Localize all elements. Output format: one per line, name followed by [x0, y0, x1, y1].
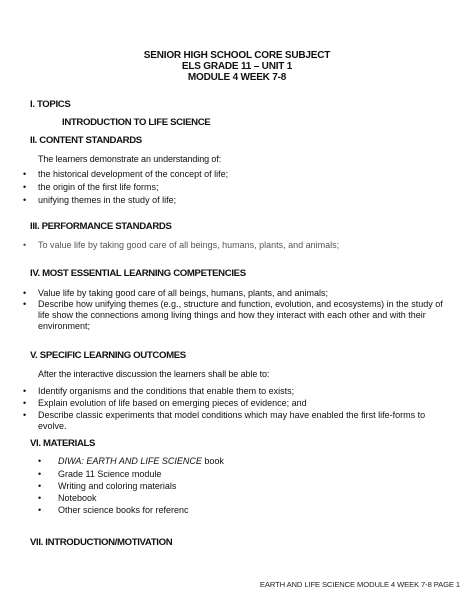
list-item: • the historical development of the concept of life; [23, 169, 229, 179]
list-item: • Grade 11 Science module [38, 469, 162, 479]
list-item: • Other science books for referenc [38, 505, 189, 515]
bullet-icon: • [23, 410, 27, 420]
page-footer: EARTH AND LIFE SCIENCE MODULE 4 WEEK 7-8 PAGE 1 [259, 580, 460, 589]
bullet-icon: • [38, 505, 42, 515]
bullet-icon: • [23, 288, 27, 298]
competencies-heading: IV. MOST ESSENTIAL LEARNING COMPETENCIES [30, 268, 246, 279]
bullet-icon: • [23, 398, 27, 408]
list-item: • unifying themes in the study of life; [23, 195, 177, 205]
list-item: • Value life by taking good care of all beings, humans, plants, and animals; [23, 288, 329, 298]
header-line-3: MODULE 4 WEEK 7-8 [187, 72, 287, 83]
outcomes-heading: V. SPECIFIC LEARNING OUTCOMES [30, 350, 186, 361]
bullet-icon: • [38, 456, 42, 466]
content-standards-heading: II. CONTENT STANDARDS [30, 135, 142, 146]
list-item: • Describe how unifying themes (e.g., structure and function, evolution, and ecosystems) in the study of life show the connections among living things and how they interact with each other and with their environment; [23, 299, 443, 331]
bullet-icon: • [38, 469, 42, 479]
list-item: • Identify organisms and the conditions that enable them to exists; [23, 386, 295, 396]
bullet-icon: • [23, 299, 27, 309]
list-item: • Notebook [38, 493, 97, 503]
introduction-heading: VII. INTRODUCTION/MOTIVATION [30, 537, 173, 548]
content-standards-intro: The learners demonstrate an understanding of: [38, 154, 222, 164]
bullet-icon: • [23, 240, 27, 250]
materials-book-title: DIWA: EARTH AND LIFE SCIENCE [58, 456, 202, 466]
list-item: • Describe classic experiments that model conditions which may have enabled the first life-forms to evolve. [23, 410, 426, 431]
bullet-icon: • [23, 182, 27, 192]
header-line-2: ELS GRADE 11 – UNIT 1 [181, 61, 293, 72]
topics-heading: I. TOPICS [30, 99, 71, 110]
bullet-icon: • [38, 493, 42, 503]
topic-title: INTRODUCTION TO LIFE SCIENCE [62, 117, 211, 128]
list-item: • To value life by taking good care of all beings, humans, plants, and animals; [23, 240, 340, 250]
list-item: • the origin of the first life forms; [23, 182, 159, 192]
bullet-icon: • [23, 195, 27, 205]
bullet-icon: • [38, 481, 42, 491]
bullet-icon: • [23, 169, 27, 179]
list-item: • Writing and coloring materials [38, 481, 177, 491]
materials-book-suffix: book [204, 456, 224, 466]
header-line-1: SENIOR HIGH SCHOOL CORE SUBJECT [143, 50, 331, 61]
outcomes-intro: After the interactive discussion the learners shall be able to: [38, 369, 270, 379]
list-item [38, 456, 438, 468]
materials-heading: VI. MATERIALS [30, 438, 96, 449]
bullet-icon: • [23, 386, 27, 396]
list-item: • Explain evolution of life based on emerging pieces of evidence; and [23, 398, 307, 408]
performance-standards-heading: III. PERFORMANCE STANDARDS [30, 221, 172, 232]
